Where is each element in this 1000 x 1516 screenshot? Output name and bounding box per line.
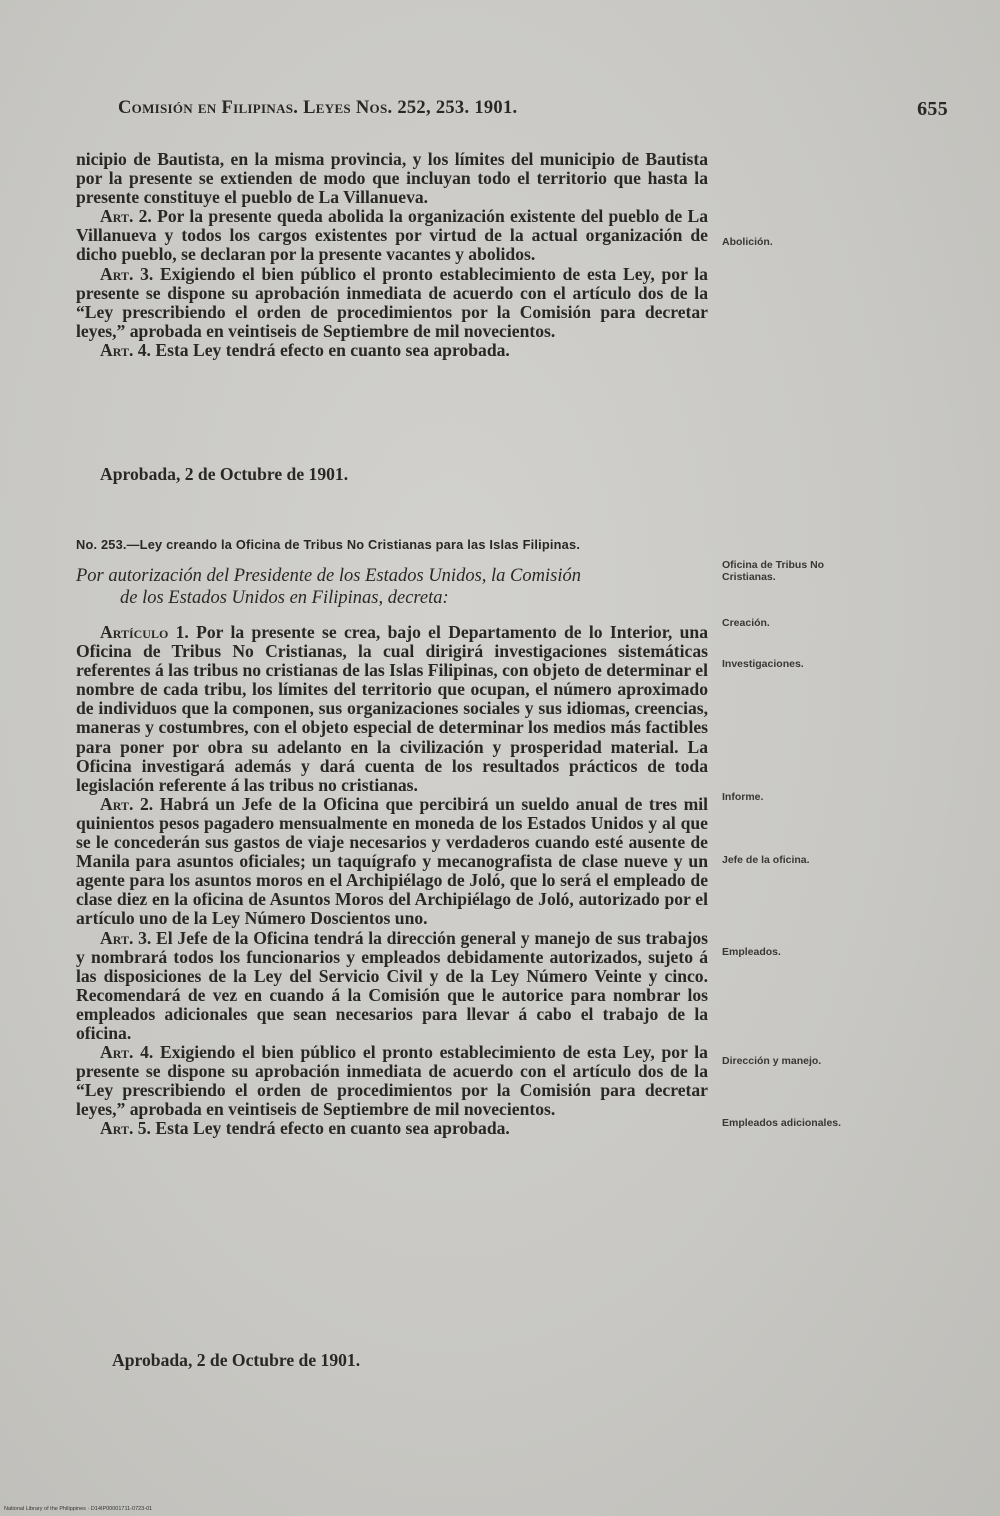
margin-note-empleados: Empleados. (722, 946, 781, 958)
article-label: Art. 3. (100, 927, 152, 948)
article-4 (76, 1043, 708, 1119)
enacting-line-2: de los Estados Unidos en Filipinas, decreta: (120, 588, 449, 608)
page-number: 655 (917, 98, 948, 120)
margin-note-investigaciones: Investigaciones. (722, 658, 804, 670)
margin-note-informe: Informe. (722, 791, 764, 803)
article-text: Esta Ley tendrá efecto en cuanto sea aprobada. (155, 1118, 510, 1139)
margin-note-empleados-adicionales: Empleados adicionales. (722, 1117, 842, 1129)
article-5 (76, 1119, 708, 1138)
margin-note-direccion: Dirección y manejo. (722, 1055, 822, 1067)
article-text: Por la presente se crea, bajo el Departamento de lo Interior, una Oficina de Tribus No Cristianas, la cual dirigirá investigaciones sistemáticas referentes á las tribus no cristianas de las Islas Filipinas, con objeto de determinar el nombre de cada tribu, los límites del territorio que ocupan, el número aproximado de individuos que la componen, sus organizaciones sociales y sus idiomas, creencias, maneras y costumbres, con el objeto especial de determinar los medios más factibles para poner por obra su adelanto en la civilización y prosperidad material. La Oficina investigará además y dará cuenta de los resultados prácticos de toda legislación referente á las tribus no cristianas. (76, 622, 708, 795)
article-3 (76, 929, 708, 1044)
article-label: Art. 5. (100, 1118, 151, 1139)
article-text: Por la presente queda abolida la organización existente del pueblo de La Villanueva y todos los cargos existentes por virtud de la actual organización de dicho pueblo, se declaran por la presente vacantes y abolidos. (76, 206, 709, 265)
article-text: Esta Ley tendrá efecto en cuanto sea aprobada. (155, 339, 510, 360)
running-head: Comisión en Filipinas. Leyes Nos. 252, 253. 1901. (118, 98, 518, 118)
article-label: Art. 4. (100, 339, 151, 360)
article-2 (76, 207, 708, 264)
article-text: El Jefe de la Oficina tendrá la dirección general y manejo de sus trabajos y nombrará todos los funcionarios y empleados debidamente autorizados, sujeto á las disposiciones de la Ley del Servicio Civil y de la Ley Número Veinte y cinco. Recomendará de vez en cuando á la Comisión que le autorice para nombrar los empleados adicionales que sean necesarios para llevar á cabo el trabajo de la oficina. (76, 927, 708, 1043)
margin-note-oficina: Oficina de Tribus No Cristianas. (722, 559, 825, 583)
scan-footer: National Library of the Philippines · D14IP00001711-0723-01 (4, 1506, 153, 1512)
margin-note-abolicion: Abolición. (722, 236, 773, 248)
article-label: Art. 3. (100, 263, 154, 284)
approval-date: Aprobada, 2 de Octubre de 1901. (100, 464, 349, 484)
approval-date: Aprobada, 2 de Octubre de 1901. (112, 1350, 361, 1370)
margin-note-jefe: Jefe de la oficina. (722, 854, 810, 866)
margin-note-creacion: Creación. (722, 617, 770, 629)
page-header (118, 98, 948, 128)
article-label: Art. 2. (100, 206, 152, 227)
paragraph-continuation: nicipio de Bautista, en la misma provincia, y los límites del municipio de Bautista por la presente se extienden de modo que incluyan todo el territorio que hasta la presente constituye el pueblo de La Villanueva. (76, 149, 708, 208)
article-label: Art. 4. (100, 1042, 154, 1063)
article-label: Art. 2. (100, 793, 154, 814)
law-253-body (76, 623, 708, 1139)
article-4 (76, 341, 708, 360)
article-1 (76, 623, 708, 795)
article-text: Exigiendo el bien público el pronto establecimiento de esta Ley, por la presente se dispone su aprobación inmediata de acuerdo con el artículo dos de la “Ley prescribiendo el orden de procedimientos por la Comisión para decretar leyes,” aprobada en veintiseis de Septiembre de mil novecientos. (76, 1042, 708, 1120)
article-3 (76, 265, 708, 341)
article-label: Artículo 1. (100, 622, 189, 642)
article-text: Exigiendo el bien público el pronto establecimiento de esta Ley, por la presente se dispone su aprobación inmediata de acuerdo con el artículo dos de la “Ley prescribiendo el orden de procedimientos por la Comisión para decretar leyes,” aprobada en veintiseis de Septiembre de mil novecientos. (76, 263, 708, 341)
article-2 (76, 795, 708, 929)
law-title: No. 253.—Ley creando la Oficina de Tribus No Cristianas para las Islas Filipinas. (76, 537, 581, 552)
law-252-continuation (76, 150, 708, 360)
enacting-clause (76, 565, 716, 609)
enacting-line-1: Por autorización del Presidente de los Estados Unidos, la Comisión (76, 566, 581, 586)
article-text: Habrá un Jefe de la Oficina que percibirá un sueldo anual de tres mil quinientos pesos pagadero mensualmente en moneda de los Estados Unidos y al que se le concederán sus gastos de viaje necesarios y verdaderos cuando esté ausente de Manila para asuntos oficiales; un taquígrafo y mecanografista de clase nueve y un agente para los asuntos moros en el Archipiélago de Joló, que lo será el empleado de clase diez en la oficina de Asuntos Moros del Archipiélago de Joló, autorizado por el artículo uno de la Ley Número Doscientos uno. (76, 793, 708, 929)
